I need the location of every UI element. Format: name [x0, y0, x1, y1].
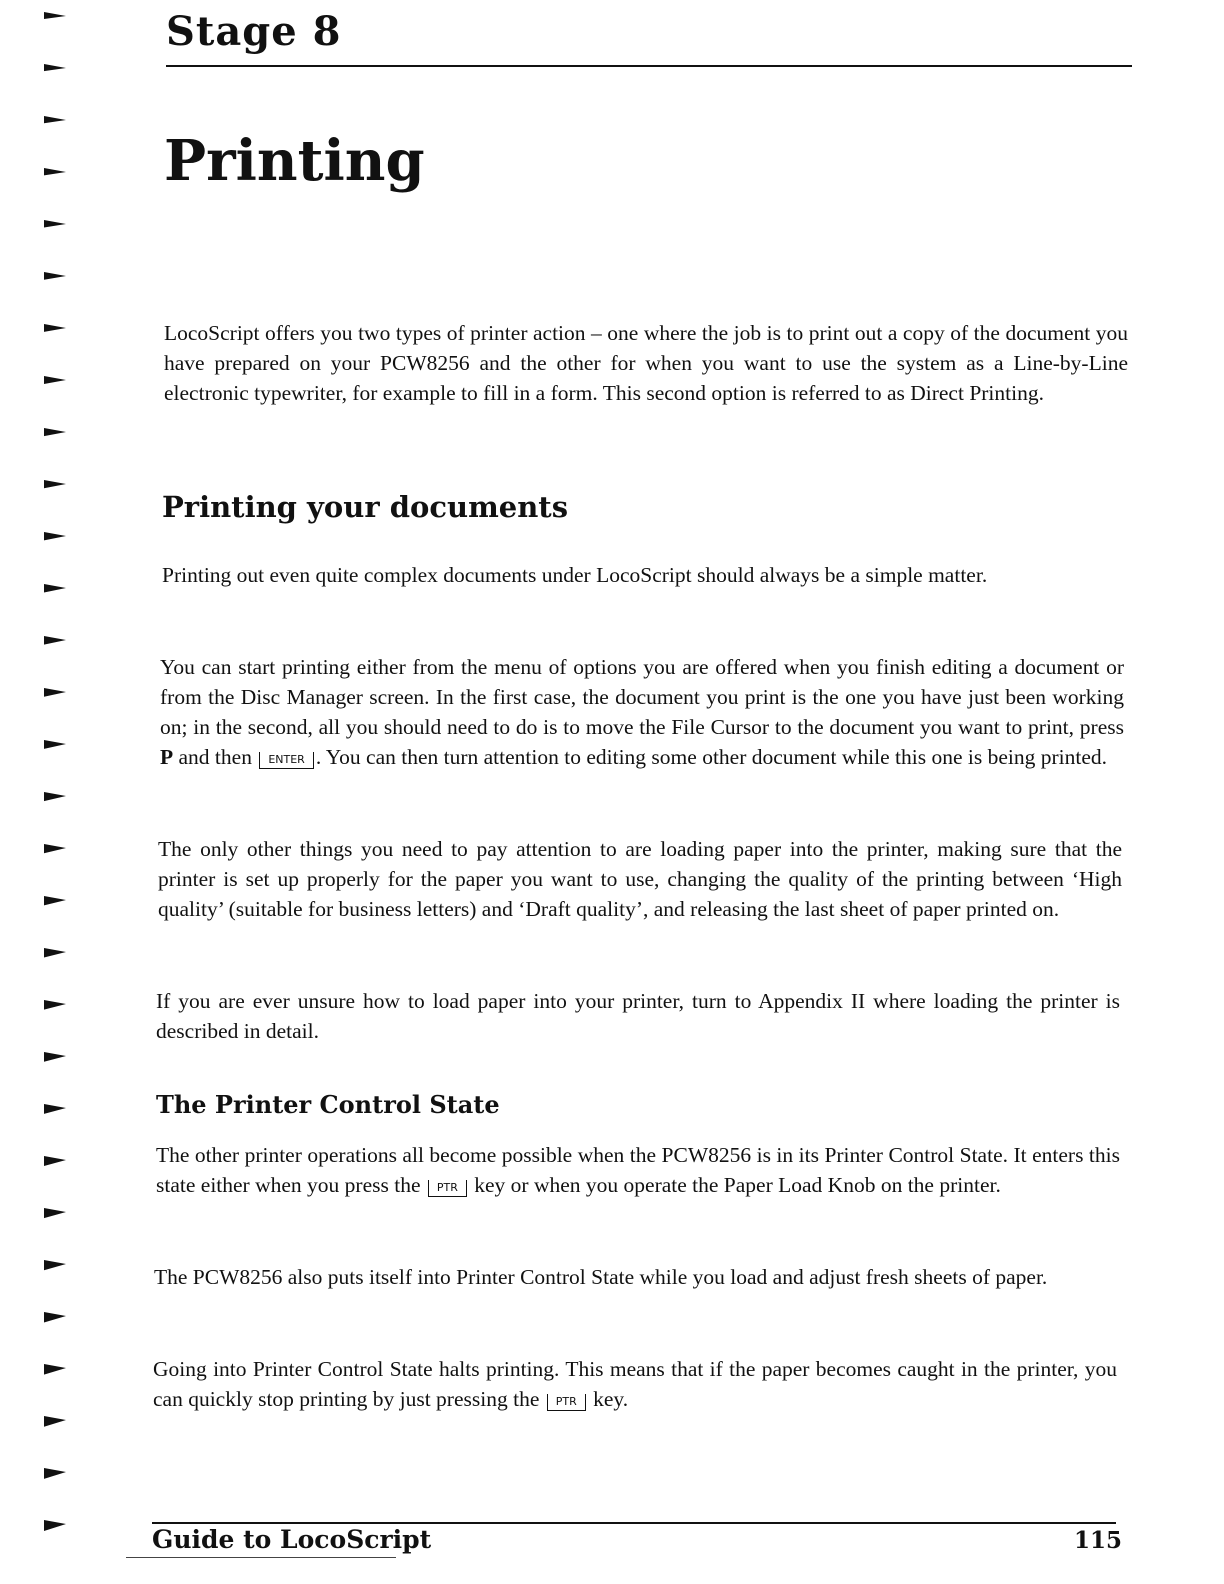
paragraph-fresh-sheets: The PCW8256 also puts itself into Printer Control State while you load and adjust fresh sheets of paper. — [154, 1265, 1048, 1289]
binding-tick — [44, 220, 66, 228]
binding-tick — [44, 12, 66, 19]
paragraph-printer-operations — [156, 1140, 1120, 1200]
text-span: You can start printing either from the menu of options you are offered when you finish editing a document or from the Disc Manager screen. In the first case, the document you print is the one you have just been working on; in the second, all you should need to do is to move the File Cursor to the document you want to print, press — [160, 655, 1124, 739]
binding-tick — [44, 1520, 66, 1531]
text-span: . You can then turn attention to editing some other document while this one is being printed. — [315, 745, 1108, 769]
header-rule — [166, 65, 1132, 67]
text-span: and then — [173, 745, 258, 769]
section-heading-printer-control-state: The Printer Control State — [156, 1090, 500, 1119]
binding-tick — [44, 1468, 66, 1479]
text-span: key or when you operate the Paper Load Knob on the printer. — [468, 1173, 1001, 1197]
binding-tick — [44, 1312, 66, 1322]
binding-tick — [44, 1260, 66, 1270]
binding-tick — [44, 168, 66, 175]
footer-title: Guide to LocoScript — [152, 1525, 432, 1554]
binding-tick — [44, 376, 66, 384]
paragraph-start-printing — [160, 652, 1124, 772]
binding-tick — [44, 480, 66, 488]
paragraph-appendix: If you are ever unsure how to load paper into your printer, turn to Appendix II where loading the printer is described in detail. — [156, 989, 1120, 1043]
binding-tick — [44, 116, 66, 123]
binding-tick — [44, 844, 66, 853]
binding-tick — [44, 688, 66, 697]
binding-tick — [44, 64, 66, 71]
binding-tick — [44, 740, 66, 749]
binding-tick — [44, 1156, 66, 1166]
binding-tick — [44, 1364, 66, 1375]
text-span: Going into Printer Control State halts printing. This means that if the paper becomes caught in the printer, you can quickly stop printing by just pressing the — [153, 1357, 1117, 1411]
ptr-key-icon: PTR — [547, 1394, 586, 1411]
binding-tick — [44, 1208, 66, 1218]
binding-tick — [44, 896, 66, 905]
section-heading-printing-documents: Printing your documents — [162, 490, 569, 524]
binding-tick — [44, 272, 66, 280]
key-letter-p: P — [160, 745, 174, 769]
binding-marks — [0, 0, 110, 1584]
ptr-key-icon: PTR — [428, 1180, 467, 1197]
stage-label: Stage 8 — [166, 8, 342, 55]
binding-tick — [44, 324, 66, 332]
binding-tick — [44, 1052, 66, 1062]
paragraph-halts-printing — [153, 1354, 1117, 1414]
enter-key-icon: ENTER — [259, 752, 314, 769]
binding-tick — [44, 428, 66, 436]
binding-tick — [44, 1000, 66, 1010]
page-number: 115 — [1074, 1527, 1123, 1554]
paragraph-other-things: The only other things you need to pay attention to are loading paper into the printer, making sure that the printer is set up properly for the paper you want to use, changing the quality of the printing between ‘High quality’ (suitable for business letters) and ‘Draft quality’, and releasing the last sheet of paper printed on. — [158, 837, 1122, 921]
text-span: The other printer operations all become possible when the PCW8256 is in its Printer Control State. It enters this state either when you press the — [156, 1143, 1120, 1197]
page-title: Printing — [164, 128, 425, 194]
footer-underline — [126, 1557, 396, 1558]
text-span: key. — [587, 1387, 629, 1411]
binding-tick — [44, 948, 66, 957]
binding-tick — [44, 1416, 66, 1427]
binding-tick — [44, 532, 66, 540]
binding-tick — [44, 1104, 66, 1114]
binding-tick — [44, 792, 66, 801]
footer-rule — [152, 1522, 1116, 1524]
intro-paragraph: LocoScript offers you two types of printer action – one where the job is to print out a copy of the document you have prepared on your PCW8256 and the other for when you want to use the system as a Line-by-Line electronic typewriter, for example to fill in a form. This second option is referred to as Direct Printing. — [164, 321, 1128, 405]
paragraph-simple-matter: Printing out even quite complex documents under LocoScript should always be a simple matter. — [162, 563, 988, 587]
binding-tick — [44, 636, 66, 645]
binding-tick — [44, 584, 66, 593]
